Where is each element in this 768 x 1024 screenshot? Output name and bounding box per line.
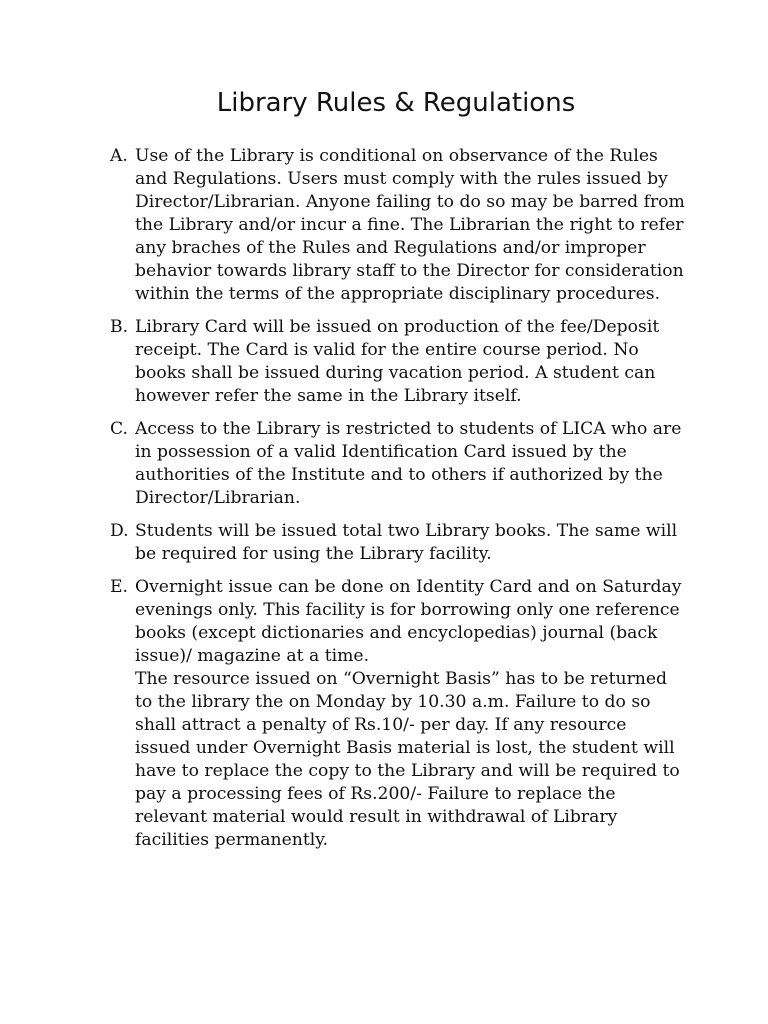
rule-letter: C. [110,419,129,439]
rule-text: Use of the Library is conditional on observance of the Rules and Regulations. Users must comply with the rules issued by Director/Librarian. Anyone failing to do so may be barred from the Library and/or incur a fine. The Librarian the right to refer any braches of the Rules and Regulations and/or improper behavior towards library staff to the Director for consideration within the terms of the appropriate disciplinary procedures. [135,146,685,304]
rule-item-d [110,520,685,566]
rule-letter: E. [110,577,129,597]
rule-text: Access to the Library is restricted to students of LICA who are in possession of a valid Identification Card issued by the authorities of the Institute and to others if authorized by the Director/Librarian. [135,419,682,508]
rule-letter: B. [110,317,129,337]
rule-text: Library Card will be issued on production of the fee/Deposit receipt. The Card is valid for the entire course period. No books shall be issued during vacation period. A student can however refer the same in the Library itself. [135,317,660,406]
rule-item-a [110,145,685,306]
rule-letter: D. [110,521,129,541]
rule-text: Students will be issued total two Library books. The same will be required for using the Library facility. [135,521,678,564]
rule-continuation-text: The resource issued on “Overnight Basis” has to be returned to the library the on Monday by 10.30 a.m. Failure to do so shall attract a penalty of Rs.10/- per day. If any resource issued under Overnight Basis material is lost, the student will have to replace the copy to the Library and will be required to pay a processing fees of Rs.200/- Failure to replace the relevant material would result in withdrawal of Library facilities permanently. [135,669,680,850]
page-title: Library Rules & Regulations [216,88,576,118]
rule-item-e [110,576,685,852]
rules-list [110,145,685,862]
rule-item-c [110,418,685,510]
rule-item-b [110,316,685,408]
rule-letter: A. [110,146,128,166]
rule-text: Overnight issue can be done on Identity Card and on Saturday evenings only. This facility is for borrowing only one reference books (except dictionaries and encyclopedias) journal (back issue)/ magazine at a time. [135,577,682,666]
